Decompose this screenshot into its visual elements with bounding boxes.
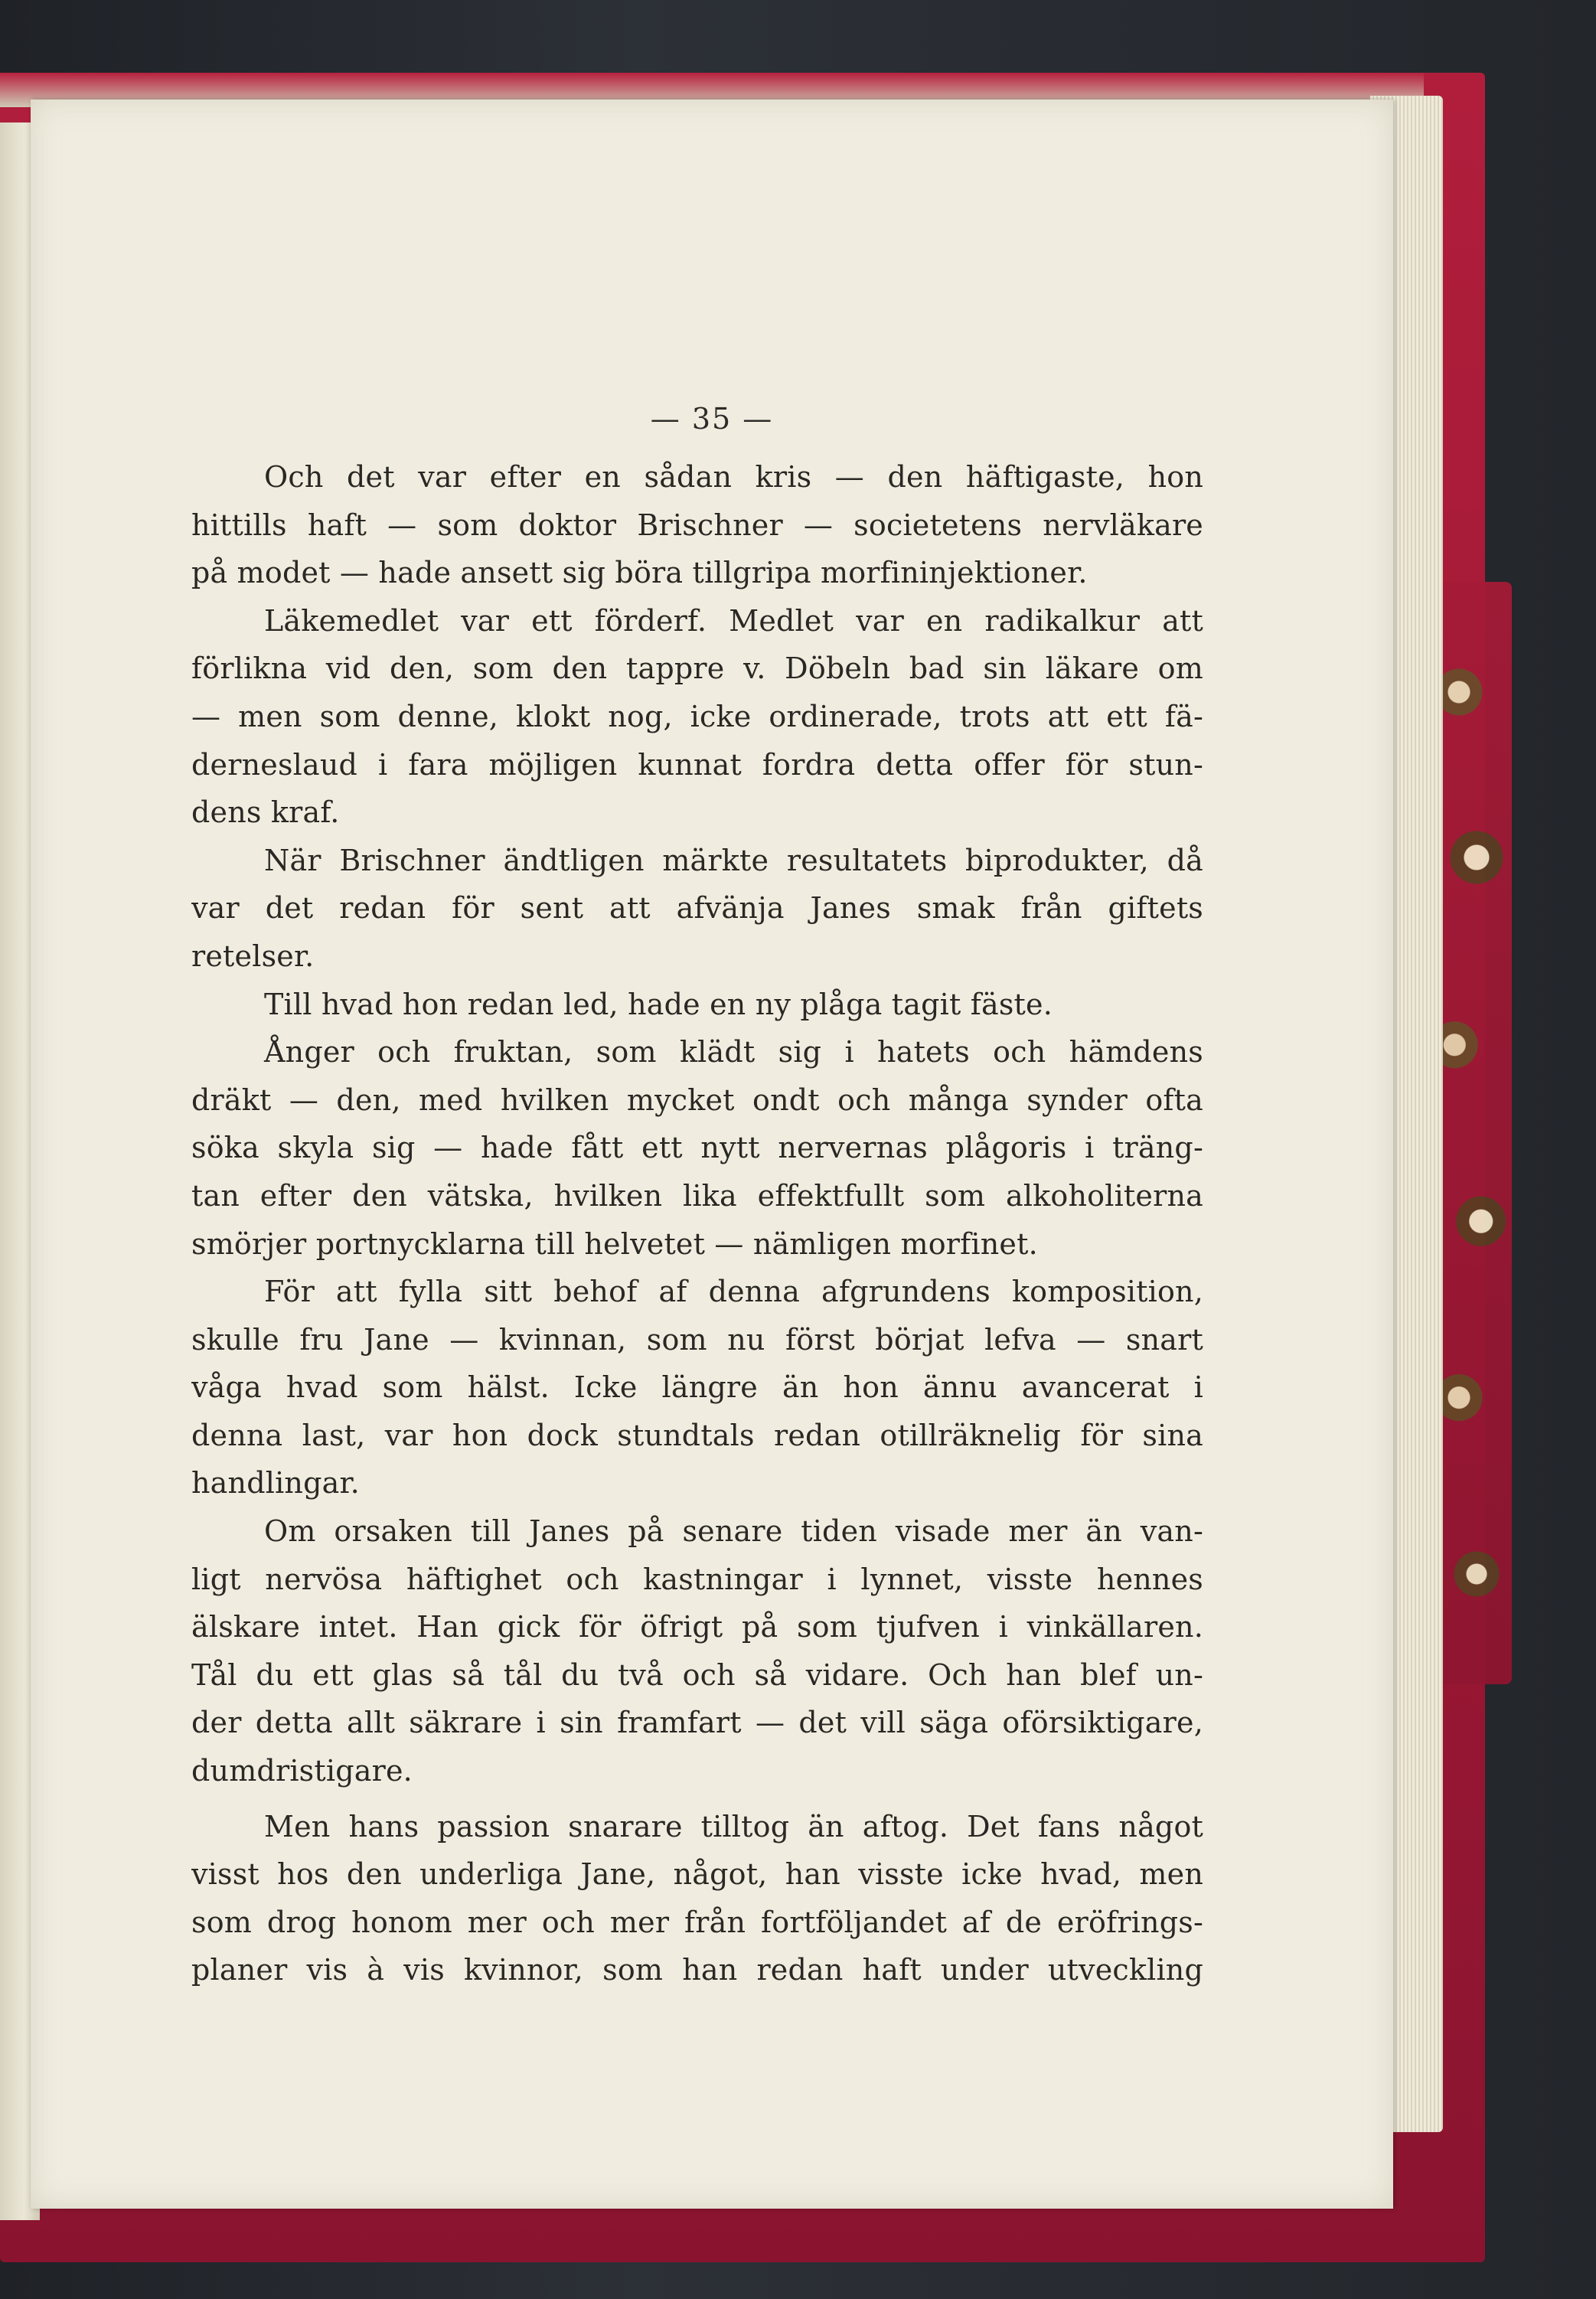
- text-line: Tål du ett glas så tål du två och så vidare. Och han blef un-: [191, 1657, 1203, 1692]
- text-line: För att fylla sitt behof af denna afgrundens komposition,: [264, 1275, 1203, 1309]
- text-line: älskare intet. Han gick för öfrigt på som tjufven i vinkällaren.: [191, 1610, 1203, 1644]
- text-line: visst hos den underliga Jane, något, han visste icke hvad, men: [191, 1857, 1203, 1892]
- text-line: När Brischner ändtligen märkte resultatets biprodukter, då: [264, 843, 1203, 877]
- page-number: — 35 —: [650, 402, 774, 436]
- body-text: [191, 453, 1203, 1994]
- text-line: — men som denne, klokt nog, icke ordinerade, trots att ett fä-: [191, 699, 1203, 733]
- text-line: Men hans passion snarare tilltog än aftog. Det fans något: [264, 1809, 1203, 1843]
- text-line: planer vis à vis kvinnor, som han redan haft under utveckling: [191, 1953, 1203, 1987]
- text-line: dumdristigare.: [191, 1754, 413, 1788]
- text-line: dens kraf.: [191, 795, 340, 830]
- text-line: denna last, var hon dock stundtals redan otillräknelig för sina: [191, 1418, 1203, 1452]
- text-line: hittills haft — som doktor Brischner — societetens nervläkare: [191, 508, 1203, 542]
- text-line: våga hvad som hälst. Icke längre än hon ännu avancerat i: [191, 1370, 1203, 1405]
- text-line: söka skyla sig — hade fått ett nytt nervernas plågoris i träng-: [191, 1131, 1203, 1165]
- book-page: [31, 100, 1393, 2209]
- text-line: Om orsaken till Janes på senare tiden visade mer än van-: [264, 1514, 1203, 1549]
- text-line: ligt nervösa häftighet och kastningar i lynnet, visste hennes: [191, 1562, 1203, 1596]
- text-line: tan efter den vätska, hvilken lika effektfullt som alkoholiterna: [191, 1178, 1203, 1213]
- text-line: på modet — hade ansett sig böra tillgripa morfininjektioner.: [191, 556, 1088, 590]
- text-line: derneslaud i fara möjligen kunnat fordra detta offer för stun-: [191, 747, 1203, 782]
- text-line: Till hvad hon redan led, hade en ny plåga tagit fäste.: [264, 987, 1053, 1021]
- text-line: Läkemedlet var ett förderf. Medlet var en radikalkur att: [264, 603, 1203, 638]
- text-line: retelser.: [191, 939, 315, 973]
- text-line: smörjer portnycklarna till helvetet — nämligen morfinet.: [191, 1226, 1038, 1261]
- text-line: dräkt — den, med hvilken mycket ondt och många synder ofta: [191, 1083, 1203, 1117]
- text-line: var det redan för sent att afvänja Janes smak från giftets: [191, 891, 1203, 926]
- text-line: handlingar.: [191, 1466, 360, 1501]
- text-line: Och det var efter en sådan kris — den häftigaste, hon: [264, 460, 1203, 494]
- text-line: som drog honom mer och mer från fortföljandet af de eröfrings-: [191, 1905, 1203, 1939]
- text-line: Ånger och fruktan, som klädt sig i hatets och hämdens: [264, 1035, 1203, 1069]
- text-line: förlikna vid den, som den tappre v. Döbeln bad sin läkare om: [191, 651, 1203, 686]
- text-line: skulle fru Jane — kvinnan, som nu först börjat lefva — snart: [191, 1322, 1203, 1357]
- text-line: der detta allt säkrare i sin framfart — det vill säga oförsiktigare,: [191, 1706, 1203, 1740]
